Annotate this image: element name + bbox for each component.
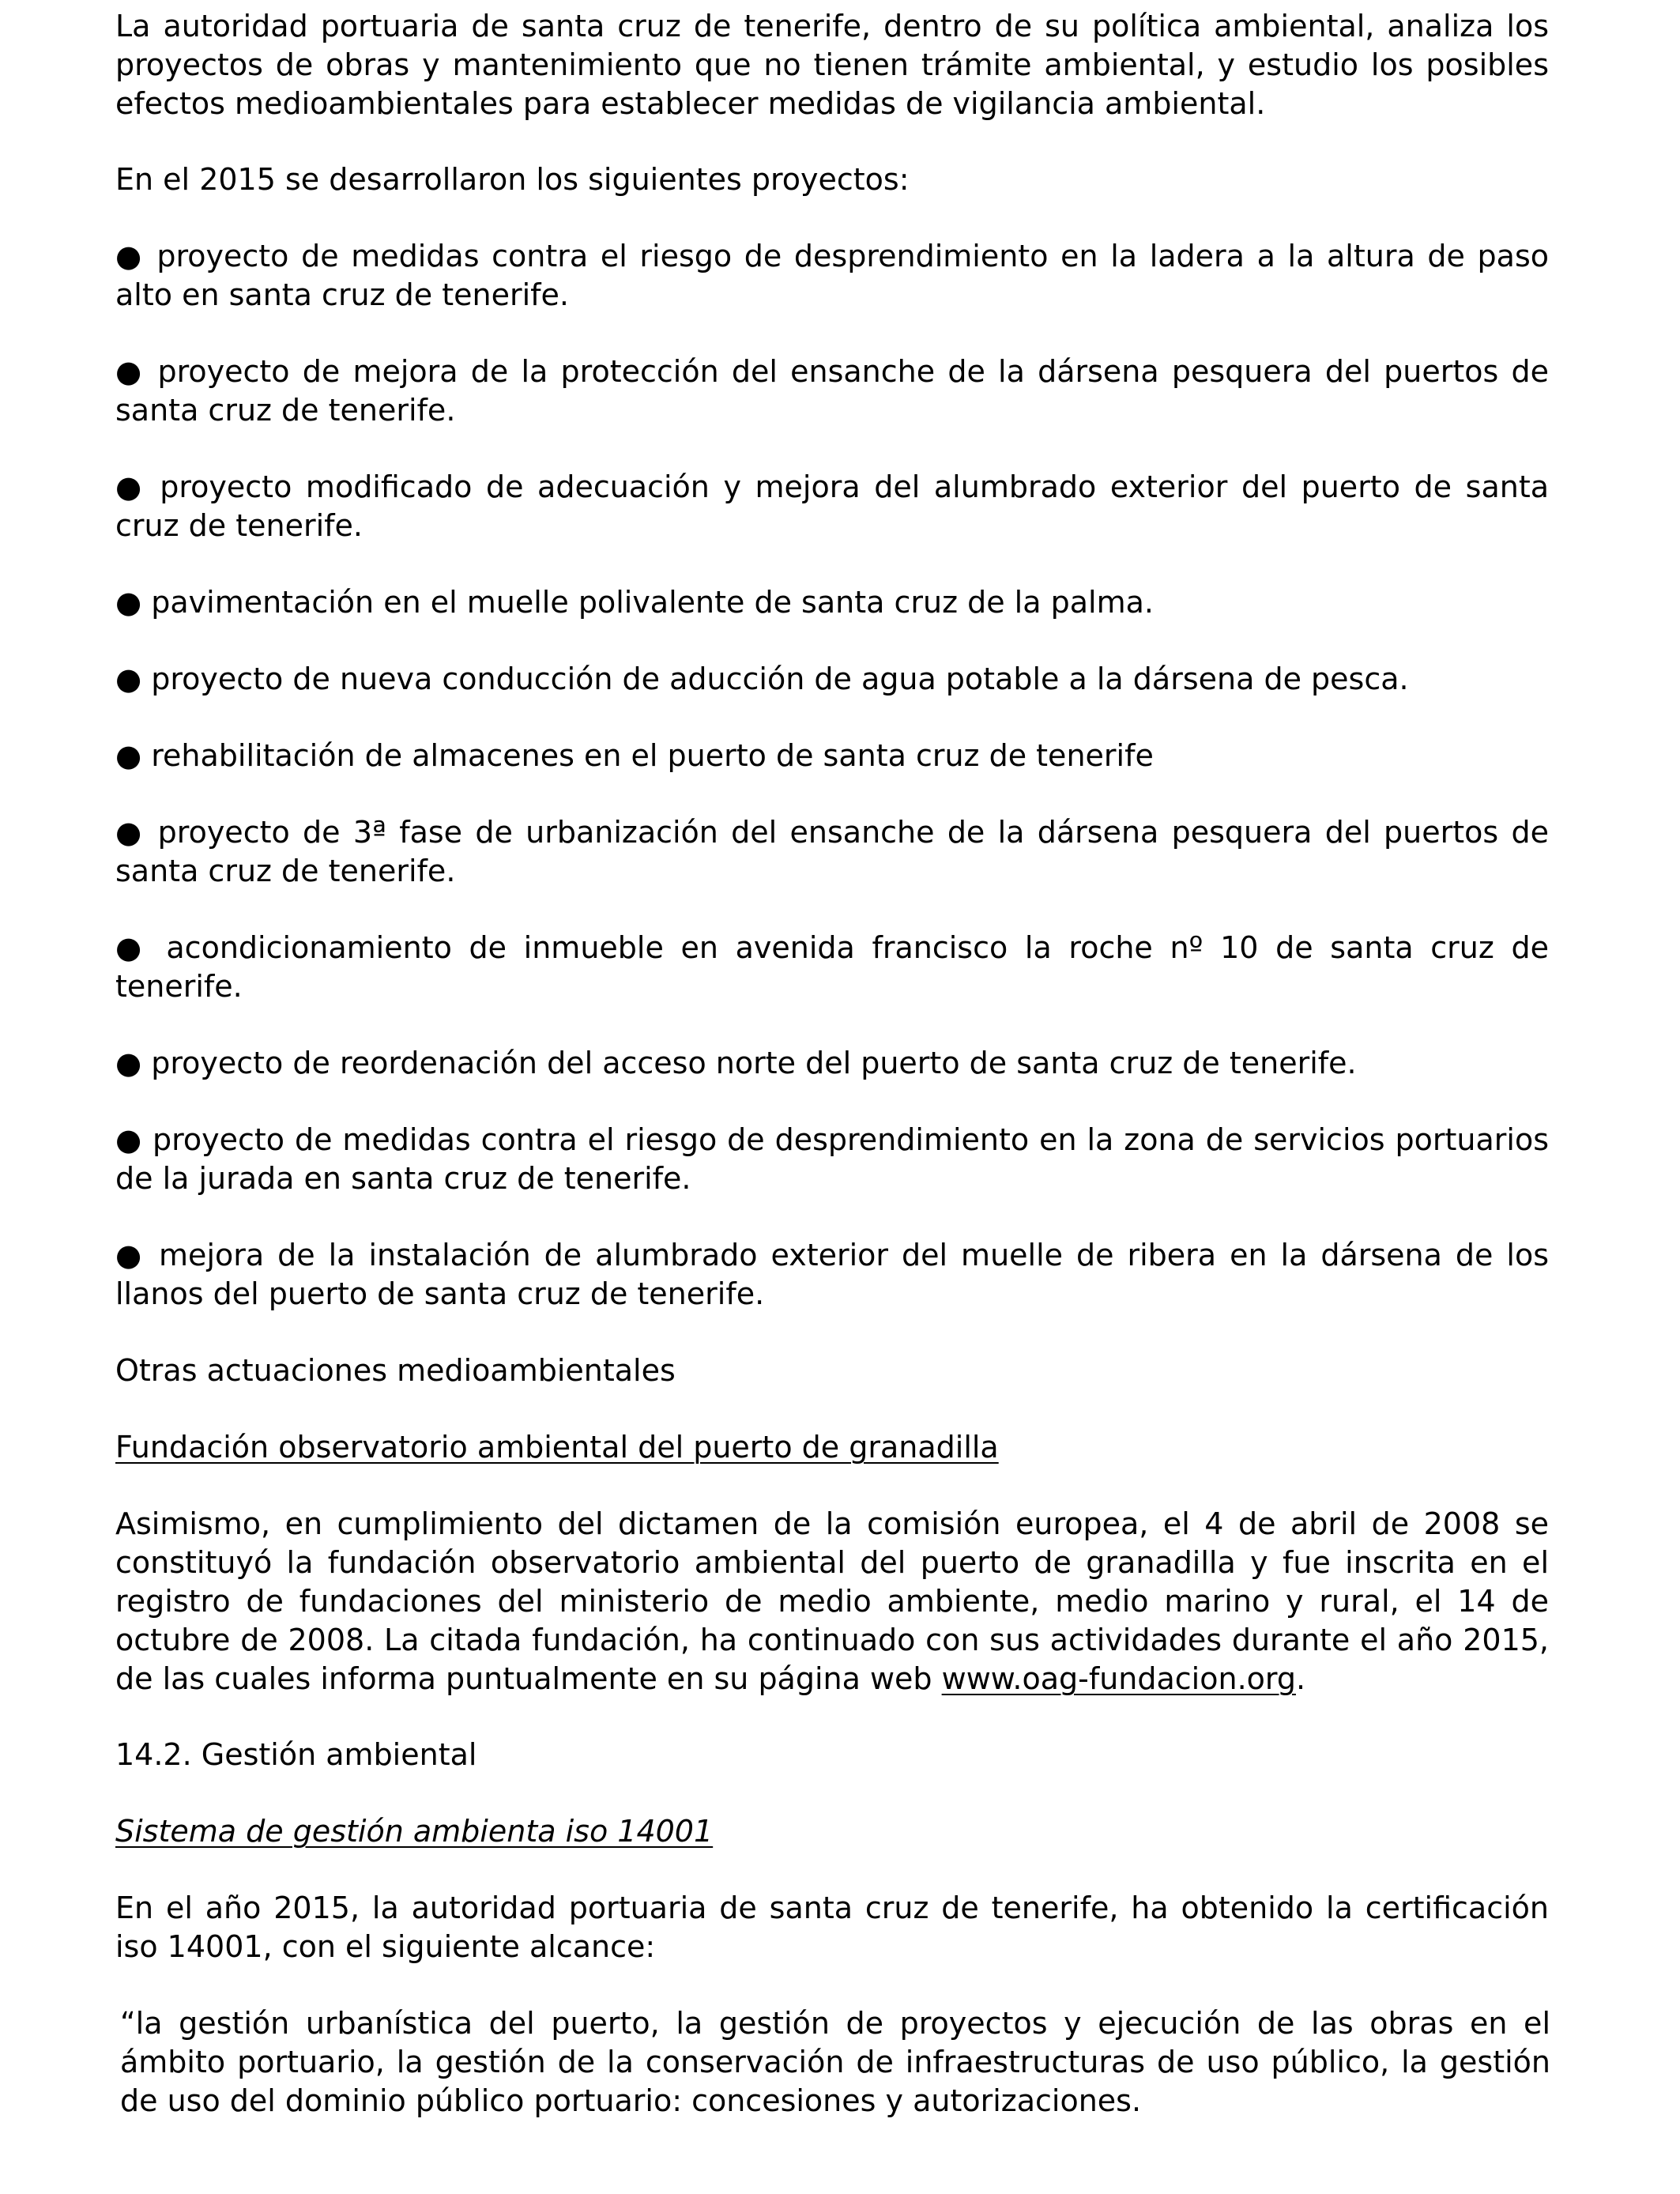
foundation-website-link[interactable]: www.oag-fundacion.org bbox=[941, 1661, 1296, 1696]
projects-lead: En el 2015 se desarrollaron los siguientes proyectos: bbox=[115, 162, 910, 197]
list-item: ● proyecto modificado de adecuación y mejora del alumbrado exterior del puerto de santa cruz de tenerife. bbox=[115, 469, 1549, 543]
foundation-text-end: . bbox=[1295, 1661, 1306, 1696]
list-item: ● acondicionamiento de inmueble en avenida francisco la roche nº 10 de santa cruz de tenerife. bbox=[115, 930, 1549, 1004]
intro-paragraph: La autoridad portuaria de santa cruz de tenerife, dentro de su política ambiental, analiza los proyectos de obras y mantenimiento que no tienen trámite ambiental, y estudio los posibles efectos medioambientales para establecer medidas de vigilancia ambiental. bbox=[115, 9, 1549, 121]
other-actions-heading: Otras actuaciones medioambientales bbox=[115, 1353, 676, 1388]
foundation-heading bbox=[115, 1428, 999, 1467]
list-item: ● proyecto de mejora de la protección del ensanche de la dársena pesquera del puertos de santa cruz de tenerife. bbox=[115, 354, 1549, 428]
scope-quote: “la gestión urbanística del puerto, la gestión de proyectos y ejecución de las obras en el ámbito portuario, la gestión de la conservación de infraestructuras de uso público, la gestión de uso del dominio público portuario: concesiones y autorizaciones. bbox=[120, 2006, 1550, 2118]
list-item: ● proyecto de nueva conducción de aducción de agua potable a la dársena de pesca. bbox=[115, 662, 1409, 696]
iso-heading-text: Sistema de gestión ambienta iso 14001 bbox=[115, 1814, 714, 1849]
iso-heading bbox=[115, 1812, 713, 1851]
foundation-text: Asimismo, en cumplimiento del dictamen de la comisión europea, el 4 de abril de 2008 se constituyó la fundación observatorio ambiental del puerto de granadilla y fue inscrita en el registro de fundaciones del ministerio de medio ambiente, medio marino y rural, el 14 de octubre de 2008. La citada fundación, ha continuado con sus actividades durante el año 2015, de las cuales informa puntualmente en su página web bbox=[115, 1506, 1549, 1696]
list-item: ● mejora de la instalación de alumbrado exterior del muelle de ribera en la dársena de los llanos del puerto de santa cruz de tenerife. bbox=[115, 1238, 1549, 1311]
list-item: ● proyecto de medidas contra el riesgo de desprendimiento en la ladera a la altura de paso alto en santa cruz de tenerife. bbox=[115, 239, 1549, 312]
foundation-heading-text: Fundación observatorio ambiental del puerto de granadilla bbox=[115, 1430, 999, 1465]
iso-paragraph: En el año 2015, la autoridad portuaria de santa cruz de tenerife, ha obtenido la certificación iso 14001, con el siguiente alcance: bbox=[115, 1891, 1549, 1964]
list-item: ● proyecto de 3ª fase de urbanización del ensanche de la dársena pesquera del puertos de santa cruz de tenerife. bbox=[115, 815, 1549, 888]
list-item: ● pavimentación en el muelle polivalente de santa cruz de la palma. bbox=[115, 585, 1154, 620]
list-item: ● proyecto de reordenación del acceso norte del puerto de santa cruz de tenerife. bbox=[115, 1046, 1357, 1080]
list-item: ● rehabilitación de almacenes en el puerto de santa cruz de tenerife bbox=[115, 738, 1154, 773]
foundation-paragraph bbox=[115, 1505, 1549, 1698]
list-item: ● proyecto de medidas contra el riesgo de desprendimiento en la zona de servicios portuarios de la jurada en santa cruz de tenerife. bbox=[115, 1122, 1549, 1196]
section-heading: 14.2. Gestión ambiental bbox=[115, 1737, 477, 1772]
